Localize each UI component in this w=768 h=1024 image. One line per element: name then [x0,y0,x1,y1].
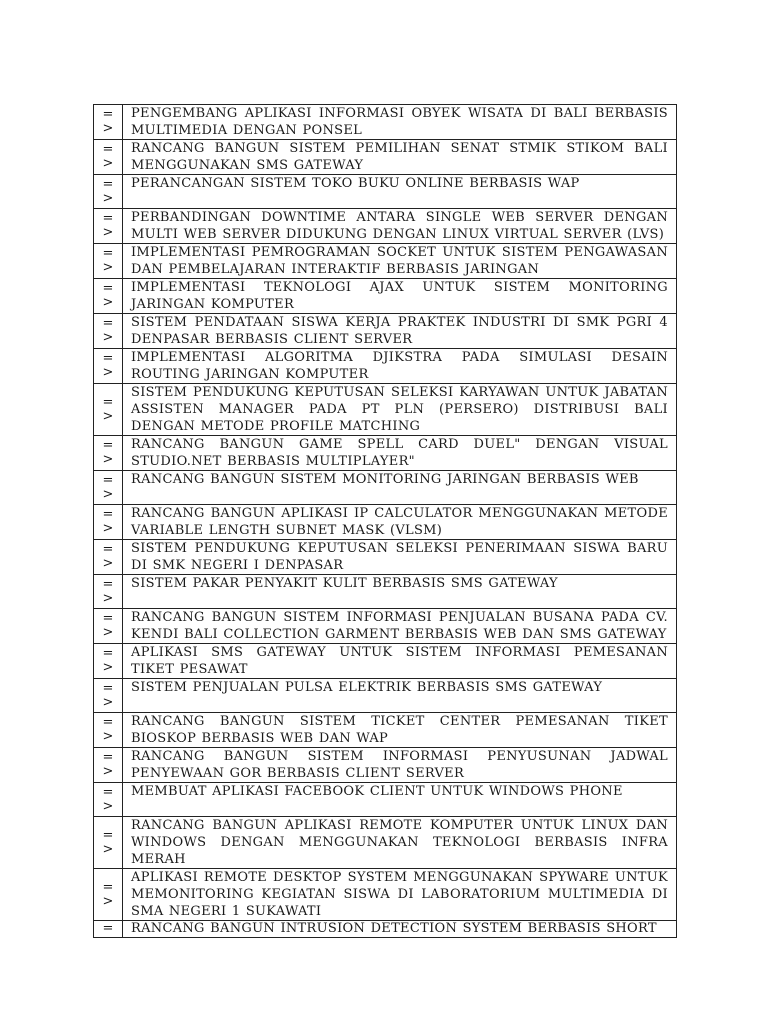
table-row [94,748,677,783]
arrow-marker-cell [94,921,123,938]
marker-bottom: > [102,729,114,744]
thesis-title-cell: APLIKASI REMOTE DESKTOP SYSTEM MENGGUNAKAN SPYWARE UNTUK MEMONITORING KEGIATAN SISWA DI LABORATORIUM MULTIMEDIA DI SMA NEGERI 1 SUKAWATI [123,869,677,921]
marker-bottom: > [102,190,114,206]
marker-top: = [102,827,114,843]
table-row [94,644,677,679]
arrow-marker-cell [94,471,123,505]
arrow-marker-cell [94,817,123,869]
marker-bottom: > [102,260,114,275]
table-row [94,609,677,644]
arrow-marker-cell [94,505,123,540]
table-row [94,783,677,817]
thesis-title-cell: IMPLEMENTASI ALGORITMA DJIKSTRA PADA SIMULASI DESAIN ROUTING JARINGAN KOMPUTER [123,349,677,384]
arrow-marker-cell [94,175,123,209]
table-row [94,540,677,575]
thesis-title-cell: IMPLEMENTASI PEMROGRAMAN SOCKET UNTUK SISTEM PENGAWASAN DAN PEMBELAJARAN INTERAKTIF BERBASIS JARINGAN [123,244,677,279]
thesis-title-cell: RANCANG BANGUN INTRUSION DETECTION SYSTEM BERBASIS SHORT [123,921,677,938]
thesis-title-cell: RANCANG BANGUN APLIKASI IP CALCULATOR MENGGUNAKAN METODE VARIABLE LENGTH SUBNET MASK (VLSM) [123,505,677,540]
thesis-title-cell: SISTEM PENJUALAN PULSA ELEKTRIK BERBASIS SMS GATEWAY [123,679,677,713]
marker-bottom: > [102,330,114,345]
marker-top: = [102,246,114,261]
marker-bottom: > [102,408,114,424]
thesis-title-cell: RANCANG BANGUN GAME SPELL CARD DUEL" DENGAN VISUAL STUDIO.NET BERBASIS MULTIPLAYER" [123,436,677,471]
marker-top: = [102,176,114,192]
thesis-title-cell: APLIKASI SMS GATEWAY UNTUK SISTEM INFORMASI PEMESANAN TIKET PESAWAT [123,644,677,679]
marker-bottom: > [102,764,114,779]
table-row [94,505,677,540]
marker-bottom: > [102,660,114,675]
arrow-marker-cell [94,279,123,314]
marker-top: = [102,142,114,157]
arrow-marker-cell [94,384,123,436]
arrow-marker-cell [94,748,123,783]
thesis-title-cell: SISTEM PENDUKUNG KEPUTUSAN SELEKSI PENERIMAAN SISWA BARU DI SMK NEGERI I DENPASAR [123,540,677,575]
arrow-marker-cell [94,140,123,175]
table-row [94,713,677,748]
thesis-title-cell: MEMBUAT APLIKASI FACEBOOK CLIENT UNTUK WINDOWS PHONE [123,783,677,817]
marker-top: = [102,646,114,661]
table-row [94,279,677,314]
marker-bottom: > [102,625,114,640]
arrow-marker-cell [94,436,123,471]
thesis-title-cell: PERBANDINGAN DOWNTIME ANTARA SINGLE WEB SERVER DENGAN MULTI WEB SERVER DIDUKUNG DENGAN LINUX VIRTUAL SERVER (LVS) [123,209,677,244]
marker-top: = [102,715,114,730]
arrow-marker-cell [94,644,123,679]
marker-top: = [102,611,114,626]
marker-top: = [102,576,114,592]
marker-top: = [102,921,114,936]
marker-bottom: > [102,121,114,136]
table-row [94,105,677,140]
marker-bottom: > [102,521,114,536]
marker-bottom: > [102,841,114,857]
thesis-title-cell: PERANCANGAN SISTEM TOKO BUKU ONLINE BERBASIS WAP [123,175,677,209]
marker-bottom: > [102,486,114,502]
marker-bottom: > [102,798,114,814]
thesis-title-cell: RANCANG BANGUN SISTEM TICKET CENTER PEMESANAN TIKET BIOSKOP BERBASIS WEB DAN WAP [123,713,677,748]
marker-top: = [102,351,114,366]
table-row [94,679,677,713]
arrow-marker-cell [94,679,123,713]
marker-bottom: > [102,295,114,310]
table-row [94,817,677,869]
marker-top: = [102,680,114,696]
thesis-title-cell: RANCANG BANGUN SISTEM INFORMASI PENJUALAN BUSANA PADA CV. KENDI BALI COLLECTION GARMENT BERBASIS WEB DAN SMS GATEWAY [123,609,677,644]
thesis-title-cell: RANCANG BANGUN APLIKASI REMOTE KOMPUTER UNTUK LINUX DAN WINDOWS DENGAN MENGGUNAKAN TEKNOLOGI BERBASIS INFRA MERAH [123,817,677,869]
marker-bottom: > [102,365,114,380]
thesis-title-cell: RANCANG BANGUN SISTEM MONITORING JARINGAN BERBASIS WEB [123,471,677,505]
marker-top: = [102,750,114,765]
thesis-title-table [93,104,677,938]
thesis-title-cell: SISTEM PENDUKUNG KEPUTUSAN SELEKSI KARYAWAN UNTUK JABATAN ASSISTEN MANAGER PADA PT PLN (PERSERO) DISTRIBUSI BALI DENGAN METODE PROFILE MATCHING [123,384,677,436]
arrow-marker-cell [94,869,123,921]
table-row [94,869,677,921]
table-row [94,436,677,471]
marker-top: = [102,438,114,453]
table-row [94,349,677,384]
marker-top: = [102,316,114,331]
table-row [94,140,677,175]
table-row [94,244,677,279]
table-row [94,209,677,244]
arrow-marker-cell [94,713,123,748]
marker-bottom: > [102,893,114,909]
marker-bottom: > [102,556,114,571]
arrow-marker-cell [94,783,123,817]
marker-bottom: > [102,590,114,606]
marker-top: = [102,211,114,226]
thesis-title-cell: IMPLEMENTASI TEKNOLOGI AJAX UNTUK SISTEM MONITORING JARINGAN KOMPUTER [123,279,677,314]
table-row [94,175,677,209]
marker-bottom: > [102,452,114,467]
table-row [94,575,677,609]
thesis-title-cell: PENGEMBANG APLIKASI INFORMASI OBYEK WISATA DI BALI BERBASIS MULTIMEDIA DENGAN PONSEL [123,105,677,140]
marker-bottom: > [102,156,114,171]
arrow-marker-cell [94,209,123,244]
thesis-title-cell: RANCANG BANGUN SISTEM INFORMASI PENYUSUNAN JADWAL PENYEWAAN GOR BERBASIS CLIENT SERVER [123,748,677,783]
table-row [94,384,677,436]
thesis-title-cell: SISTEM PAKAR PENYAKIT KULIT BERBASIS SMS GATEWAY [123,575,677,609]
arrow-marker-cell [94,244,123,279]
thesis-title-cell: SISTEM PENDATAAN SISWA KERJA PRAKTEK INDUSTRI DI SMK PGRI 4 DENPASAR BERBASIS CLIENT SERVER [123,314,677,349]
arrow-marker-cell [94,575,123,609]
arrow-marker-cell [94,349,123,384]
table-row [94,921,677,938]
marker-top: = [102,281,114,296]
marker-bottom: > [102,694,114,710]
marker-top: = [102,394,114,410]
marker-top: = [102,472,114,488]
table-body [94,105,677,938]
marker-top: = [102,507,114,522]
arrow-marker-cell [94,314,123,349]
marker-top: = [102,784,114,800]
table-row [94,314,677,349]
marker-top: = [102,879,114,895]
marker-top: = [102,542,114,557]
arrow-marker-cell [94,609,123,644]
arrow-marker-cell [94,105,123,140]
arrow-marker-cell [94,540,123,575]
marker-bottom: > [102,225,114,240]
marker-top: = [102,107,114,122]
table-row [94,471,677,505]
thesis-title-cell: RANCANG BANGUN SISTEM PEMILIHAN SENAT STMIK STIKOM BALI MENGGUNAKAN SMS GATEWAY [123,140,677,175]
